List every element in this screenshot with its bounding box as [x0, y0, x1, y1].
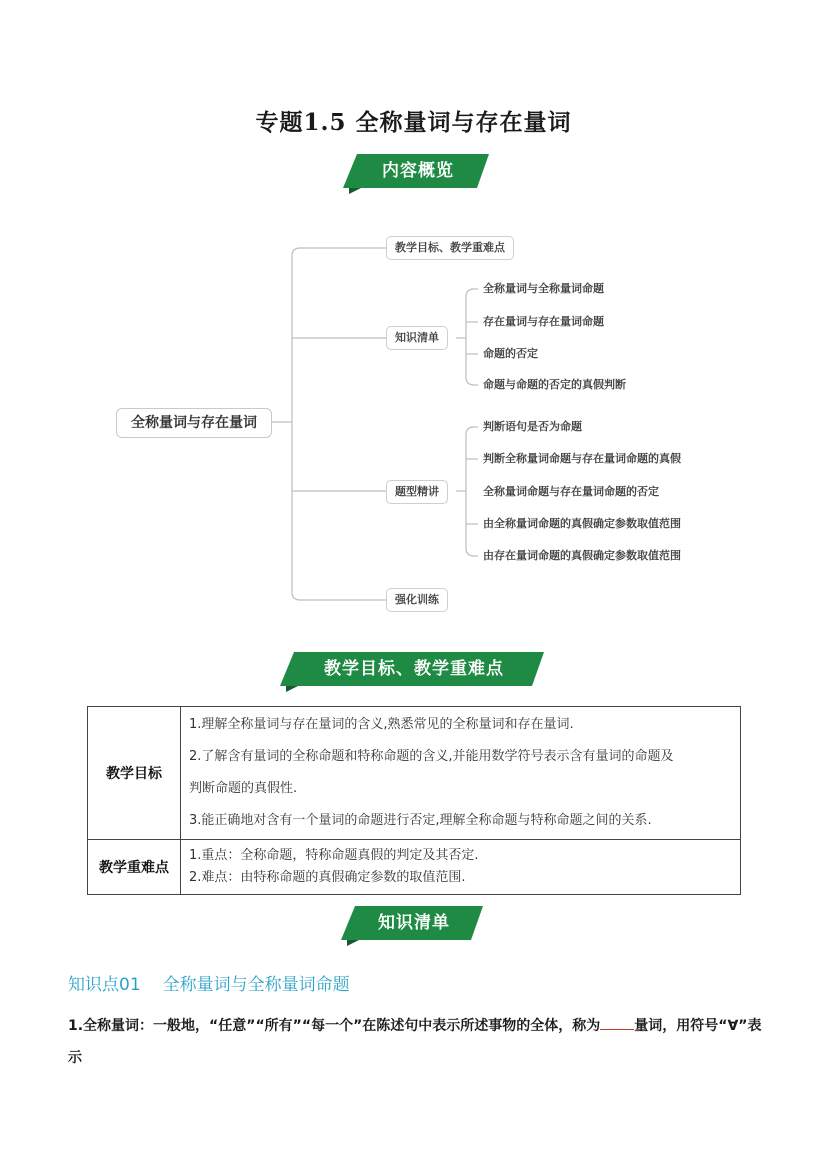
banner-overview-label: 内容概览: [382, 161, 454, 181]
mindmap-leaf: 由全称量词命题的真假确定参数取值范围: [483, 517, 681, 530]
mindmap-leaf: 全称量词命题与存在量词命题的否定: [483, 485, 659, 498]
keypoints-head: 教学重难点: [88, 840, 181, 895]
banner-goals-label: 教学目标、教学重难点: [324, 659, 504, 679]
mindmap-leaf: 命题的否定: [483, 347, 538, 360]
goals-line: 2.了解含有量词的全称命题和特称命题的含义,并能用数学符号表示含有量词的命题及: [189, 749, 674, 764]
banner-knowledge: [341, 906, 487, 946]
mindmap-root: 全称量词与存在量词: [116, 408, 272, 438]
definition-paragraph: [68, 1010, 768, 1074]
knowledge-point-heading: [68, 970, 372, 995]
keypoints-line: 2.难点：由特称命题的真假确定参数的取值范围.: [189, 870, 466, 885]
definition-text-after: 量词，用符号“∀”表示: [68, 1018, 762, 1066]
mindmap-leaf: 全称量词与全称量词命题: [483, 282, 604, 295]
mindmap-leaf: 由存在量词命题的真假确定参数取值范围: [483, 549, 681, 562]
mindmap-branch-knowledge: 知识清单: [386, 326, 448, 350]
mindmap-branch-training: 强化训练: [386, 588, 448, 612]
mindmap-leaf: 判断语句是否为命题: [483, 420, 582, 433]
goals-head: 教学目标: [88, 707, 181, 840]
banner-goals: [280, 652, 548, 692]
page-title: 专题1.5 全称量词与存在量词: [255, 109, 572, 136]
banner-knowledge-label: 知识清单: [378, 913, 450, 933]
knowledge-point-title: 全称量词与全称量词命题: [162, 975, 350, 995]
goals-line: 1.理解全称量词与存在量词的含义,熟悉常见的全称量词和存在量词.: [189, 717, 574, 732]
table-row: [88, 840, 741, 895]
mindmap-branch-goals: 教学目标、教学重难点: [386, 236, 514, 260]
mindmap-branch-types: 题型精讲: [386, 480, 448, 504]
mindmap-leaf: 判断全称量词命题与存在量词命题的真假: [483, 452, 681, 465]
goals-line: 3.能正确地对含有一个量词的命题进行否定,理解全称命题与特称命题之间的关系.: [189, 813, 652, 828]
goals-line: 判断命题的真假性.: [189, 781, 298, 796]
mindmap-leaf: 命题与命题的否定的真假判断: [483, 378, 626, 391]
knowledge-point-number: 知识点01: [68, 975, 141, 995]
mindmap-leaf: 存在量词与存在量词命题: [483, 315, 604, 328]
table-row: [88, 707, 741, 840]
goals-table: [87, 706, 741, 895]
fill-in-blank: [600, 1015, 634, 1030]
goals-body: [181, 707, 741, 840]
definition-text-before: 1.全称量词：一般地，“任意”“所有”“每一个”在陈述句中表示所述事物的全体，称为: [68, 1018, 601, 1034]
keypoints-body: [181, 840, 741, 895]
keypoints-line: 1.重点：全称命题，特称命题真假的判定及其否定.: [189, 848, 479, 863]
